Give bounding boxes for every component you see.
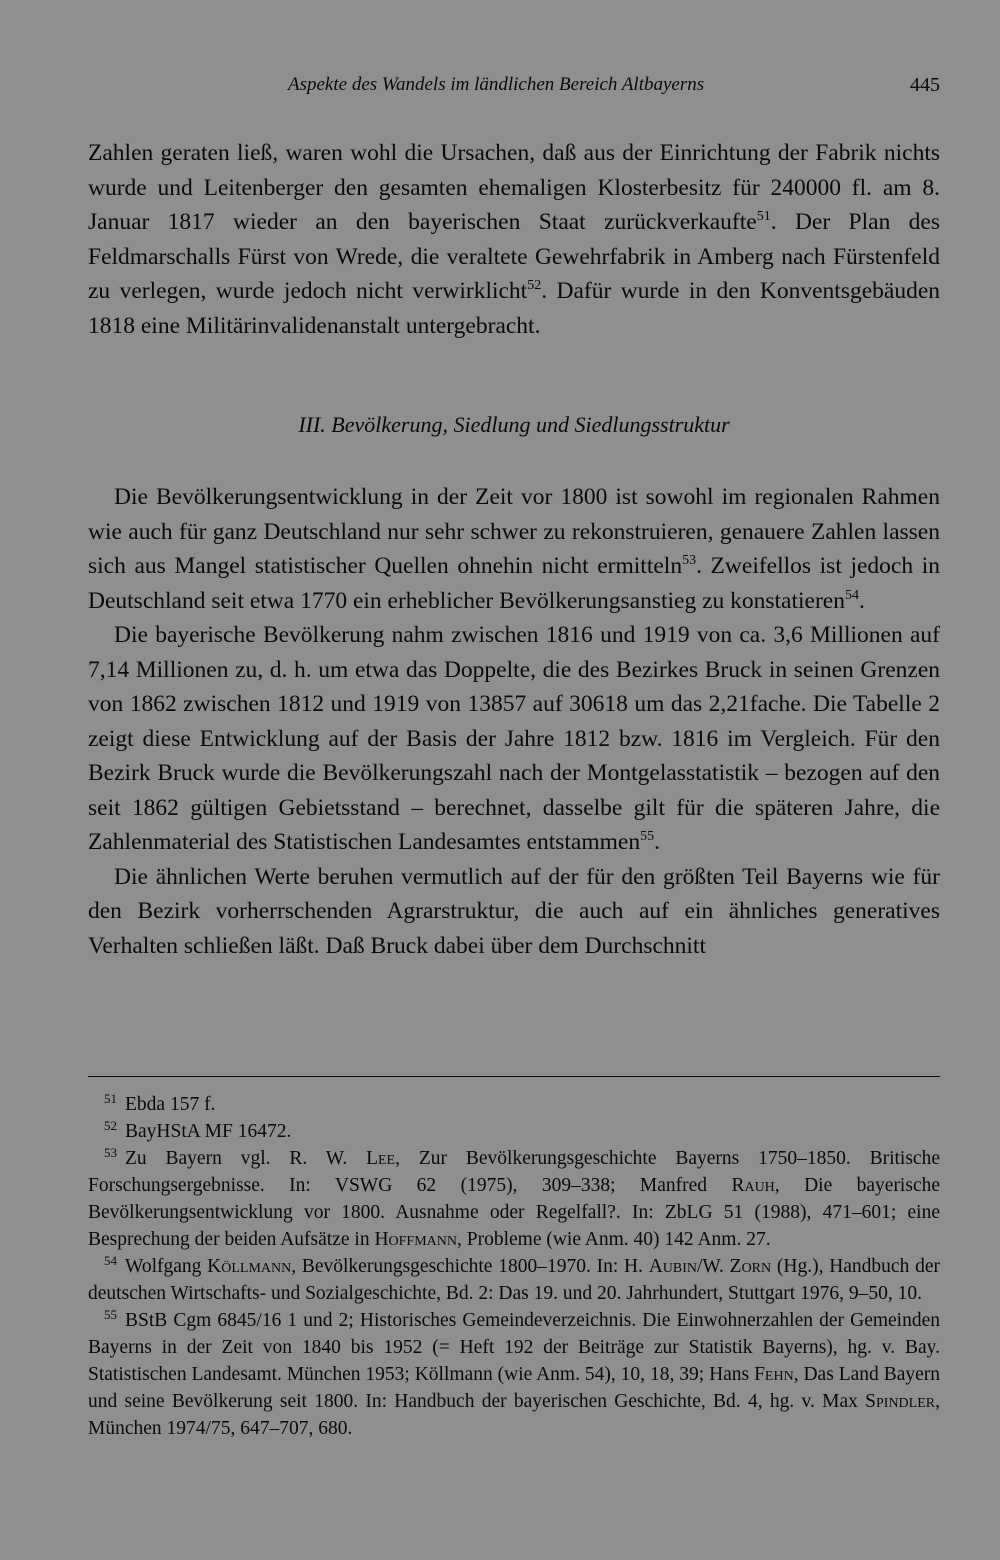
footnote-text: , Das Land Bayern und seine Bevölkerung seit 1800. In: Handbuch der bayerischen Geschichte, Bd. 4, hg. v. Max (88, 1364, 940, 1412)
footnote-text: , Die bayerische Bevölkerungsentwicklung vor 1800. Ausnahme oder Regelfall?. In: ZbLG 51 (1988), 471–601; eine Besprechung der beiden Aufsätze in (88, 1175, 940, 1250)
footnote-ref-52: 52 (527, 278, 542, 294)
footnote-ref-51: 51 (756, 209, 771, 225)
footnote-number: 54 (104, 1252, 117, 1268)
paragraph-2-text-b: . Zweifellos ist jedoch in Deutschland seit etwa 1770 ein erheblicher Bevölkerungsanstieg zu konstatieren (88, 553, 940, 614)
author-name: Rauh (731, 1175, 775, 1196)
footnotes (88, 1091, 940, 1442)
footnote-text: , Probleme (wie Anm. 40) 142 Anm. 27. (457, 1229, 771, 1250)
paragraph-2-text-a: Die Bevölkerungsentwicklung in der Zeit vor 1800 ist sowohl im regionalen Rahmen wie auch für ganz Deutschland nur sehr schwer zu rekonstruieren, genauere Zahlen lassen sich aus Mangel statistischer Quellen ohnehin nicht ermitteln (88, 484, 940, 579)
paragraph-3-text-b: . (654, 829, 660, 855)
running-head (88, 74, 940, 102)
author-name: Spindler (865, 1391, 936, 1412)
footnote-text: BStB Cgm 6845/16 1 und 2; Historisches Gemeindeverzeichnis. Die Einwohnerzahlen der Gemeinden Bayerns in der Zeit von 1840 bis 1952 (= Heft 192 der Beiträge zur Statistik Bayerns), hg. v. Bay. Statistischen Landesamt. München 1953; Köllmann (wie Anm. 54), 10, 18, 39; Hans (88, 1310, 940, 1385)
footnote-number: 53 (104, 1144, 117, 1160)
footnote-text: BayHStA MF 16472. (125, 1121, 292, 1142)
paragraph-3-text-a: Die bayerische Bevölkerung nahm zwischen 1816 und 1919 von ca. 3,6 Millionen auf 7,14 Millionen zu, d. h. um etwa das Doppelte, die des Bezirkes Bruck in seinen Grenzen von 1862 zwischen 1812 und 1919 von 13857 auf 30618 um das 2,21fache. Die Tabelle 2 zeigt diese Entwicklung auf der Basis der Jahre 1812 bzw. 1816 im Vergleich. Für den Bezirk Bruck wurde die Bevölkerungszahl nach der Montgelasstatistik – bezogen auf den seit 1862 gültigen Gebietsstand – berechnet, dasselbe gilt für die späteren Jahre, die Zahlenmaterial des Statistischen Landesamtes entstammen (88, 622, 940, 855)
footnote-54 (88, 1253, 940, 1307)
footnote-52 (88, 1118, 940, 1145)
author-name: Hoffmann (374, 1229, 457, 1250)
footnote-text: /W. (697, 1256, 730, 1277)
footnote-text: , Bevölkerungsgeschichte 1800–1970. In: H. (291, 1256, 649, 1277)
footnote-text: (Hg.), Handbuch der deutschen Wirtschafts- und Sozialgeschichte, Bd. 2: Das 19. und 20. Jahrhundert, Stuttgart 1976, 9–50, 10. (88, 1256, 940, 1304)
paragraph-1-text-a: Zahlen geraten ließ, waren wohl die Ursachen, daß aus der Einrichtung der Fabrik nichts wurde und Leitenberger den gesamten ehemaligen Klosterbesitz für 240000 fl. am 8. Januar 1817 wieder an den bayerischen Staat zurückverkaufte (88, 140, 940, 235)
footnote-number: 55 (104, 1306, 117, 1322)
paragraph-2 (88, 480, 940, 618)
author-name: Aubin (648, 1256, 697, 1277)
footnote-ref-54: 54 (844, 587, 859, 603)
paragraph-2-text-c: . (858, 587, 865, 614)
footnote-text: , Zur Bevölkerungsgeschichte Bayerns 1750–1850. Britische Forschungsergebnisse. In: VSWG 62 (1975), 309–338; Manfred (88, 1148, 940, 1196)
page-number: 445 (910, 74, 940, 96)
paragraph-3 (88, 618, 940, 860)
footnote-divider (88, 1076, 940, 1077)
footnote-text: Wolfgang (125, 1256, 208, 1277)
paragraph-1 (88, 136, 940, 343)
footnote-55 (88, 1307, 940, 1442)
paragraph-4 (88, 860, 940, 964)
footnote-text: Zu Bayern vgl. R. W. (125, 1148, 367, 1169)
author-name: Zorn (729, 1256, 772, 1277)
author-name: Köllmann (207, 1256, 292, 1277)
footnote-ref-55: 55 (640, 829, 655, 845)
footnote-text: , München 1974/75, 647–707, 680. (88, 1391, 940, 1439)
footnote-53 (88, 1145, 940, 1253)
footnote-text: Ebda 157 f. (125, 1094, 216, 1115)
section-heading: III. Bevölkerung, Siedlung und Siedlungsstruktur (298, 412, 730, 437)
running-title: Aspekte des Wandels im ländlichen Bereich Altbayerns (288, 74, 705, 95)
main-text (88, 480, 940, 963)
footnote-ref-53: 53 (682, 553, 697, 569)
paragraph-4-text: Die ähnlichen Werte beruhen vermutlich auf der für den größten Teil Bayerns wie für den Bezirk vorherrschenden Agrarstruktur, die auch auf ein ähnliches generatives Verhalten schließen läßt. Daß Bruck dabei über dem Durchschnitt (88, 863, 940, 959)
author-name: Fehn (754, 1364, 794, 1385)
footnote-51 (88, 1091, 940, 1118)
paragraph-1-text-b: . Der Plan des Feldmarschalls Fürst von Wrede, die veraltete Gewehrfabrik in Amberg nach Fürstenfeld zu verlegen, wurde jedoch nicht verwirklicht (88, 209, 941, 304)
footnote-number: 52 (104, 1117, 117, 1133)
author-name: Lee (366, 1148, 396, 1169)
footnote-number: 51 (104, 1090, 117, 1106)
paragraph-1-text-c: . Dafür wurde in den Konventsgebäuden 1818 eine Militärinvalidenanstalt untergebracht. (88, 278, 941, 339)
